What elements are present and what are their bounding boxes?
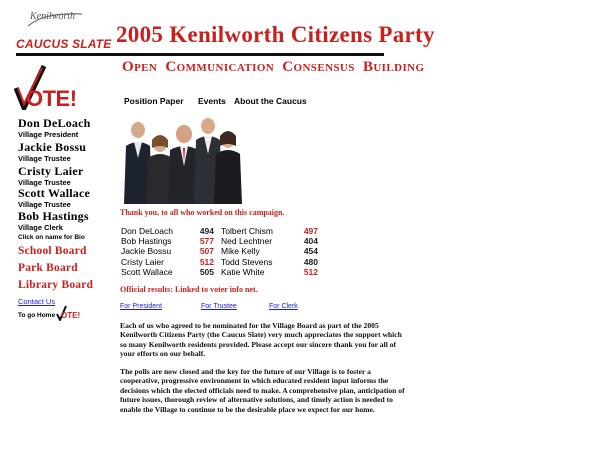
site-title: 2005 Kenilworth Citizens Party [116,22,435,47]
school-board-link[interactable]: School Board [18,245,87,257]
sidebar-role-deloach: Village President [18,130,79,139]
park-board-link[interactable]: Park Board [18,262,78,274]
result-votes: 494 [199,226,214,236]
message-paragraph-2: The polls are now closed and the key for the future of our Village is to foster a cooperative, progressive environment in which educated resident input informs the decisions which the elected officials need to make. A comprehensive plan, anticipation of future issues, thorough review of alternative solutions, and timely action is needed to enable the Village to continue to be the desirable place we expect for our home. [120,367,405,414]
sidebar-candidate-wallace[interactable]: Scott Wallace [18,186,91,200]
result-name: Tolbert Chism [221,226,273,236]
library-board-link[interactable]: Library Board [18,279,94,291]
message-paragraph-1: Each of us who agreed to be nominated for the Village Board as part of the 2005 Kenilworth Citizens Party (the Caucus Slate) very much appreciates the support which so many Kenilworth residents provided. Please accept our sincere thank you for all of your efforts on our behalf. [120,321,402,359]
home-vote-text: OTE! [61,311,81,320]
sidebar-role-laier: Village Trustee [18,178,71,187]
result-votes: 404 [303,236,318,247]
contact-us-link[interactable]: Contact Us [18,297,56,306]
thanks-message: Thank you, to all who worked on this campaign. [120,208,285,217]
header-divider [16,53,384,56]
result-name: Todd Stevens [221,256,273,267]
result-name: Don DeLoach [121,226,173,236]
result-name: Bob Hastings [121,236,172,247]
result-votes: 480 [303,256,318,267]
sidebar-role-wallace: Village Trustee [18,200,71,209]
for-trustee-link[interactable]: For Trustee [201,303,237,310]
bio-hint: Click on name for Bio [18,234,85,241]
sidebar-role-bossu: Village Trustee [18,154,71,163]
result-votes: 454 [303,246,318,257]
result-name: Mike Kelly [221,246,260,257]
sidebar-candidate-hastings[interactable]: Bob Hastings [18,209,89,223]
sidebar-candidate-bossu[interactable]: Jackie Bossu [18,140,87,154]
sidebar-role-hastings: Village Clerk [18,223,63,232]
result-votes: 507 [199,246,214,257]
result-votes: 512 [199,256,214,267]
vote-badge-text: OTE! [26,86,77,111]
result-votes: 512 [303,266,318,277]
official-results-note: Official results: Linked to voter info net. [120,285,258,294]
home-vote-button[interactable] [56,305,80,321]
result-votes: 497 [303,226,318,236]
for-clerk-link[interactable]: For Clerk [269,303,298,310]
caucus-slate-label: CAUCUS SLATE [16,37,112,51]
result-name: Katie White [221,266,265,277]
sidebar-candidate-deloach[interactable]: Don DeLoach [18,116,91,130]
nav-about-caucus[interactable]: About the Caucus [234,96,307,106]
kenilworth-logo [24,8,86,30]
team-photo [120,114,248,204]
result-name: Scott Wallace [121,266,173,277]
nav-position-paper[interactable]: Position Paper [124,96,184,106]
result-name: Cristy Laier [121,256,164,267]
logo-text: Kenilworth [30,11,76,22]
nav-events[interactable]: Events [198,96,226,106]
sidebar-candidate-laier[interactable]: Cristy Laier [18,164,84,178]
vote-badge [14,62,90,110]
for-president-link[interactable]: For President [120,303,163,310]
home-label: To go Home [18,312,56,319]
result-votes: 577 [199,236,214,247]
tagline: Open Communication Consensus Building [122,59,425,75]
result-votes: 505 [199,266,214,277]
result-name: Ned Lechtner [221,236,273,247]
result-name: Jackie Bossu [121,246,172,257]
